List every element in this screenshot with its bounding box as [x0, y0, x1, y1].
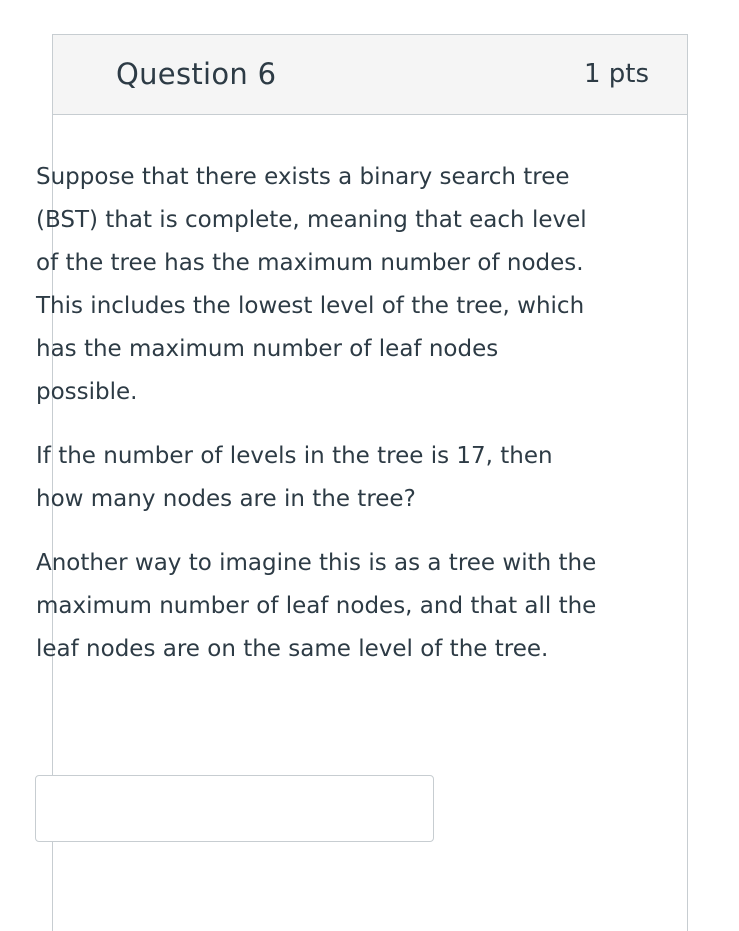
answer-input[interactable]: [35, 775, 434, 842]
question-title: Question 6: [116, 57, 277, 91]
question-text: [36, 156, 602, 692]
question-paragraph-3: Another way to imagine this is as a tree with the maximum number of leaf nodes, and that all the leaf nodes are on the same level of the tree.: [36, 550, 597, 662]
question-header: [53, 35, 687, 115]
question-paragraph-2: If the number of levels in the tree is 17, then how many nodes are in the tree?: [36, 443, 553, 512]
question-points: 1 pts: [583, 59, 649, 89]
question-paragraph-1: Suppose that there exists a binary search tree (BST) that is complete, meaning that each level of the tree has the maximum number of nodes. This includes the lowest level of the tree, which has the maximum number of leaf nodes possible.: [36, 164, 587, 405]
